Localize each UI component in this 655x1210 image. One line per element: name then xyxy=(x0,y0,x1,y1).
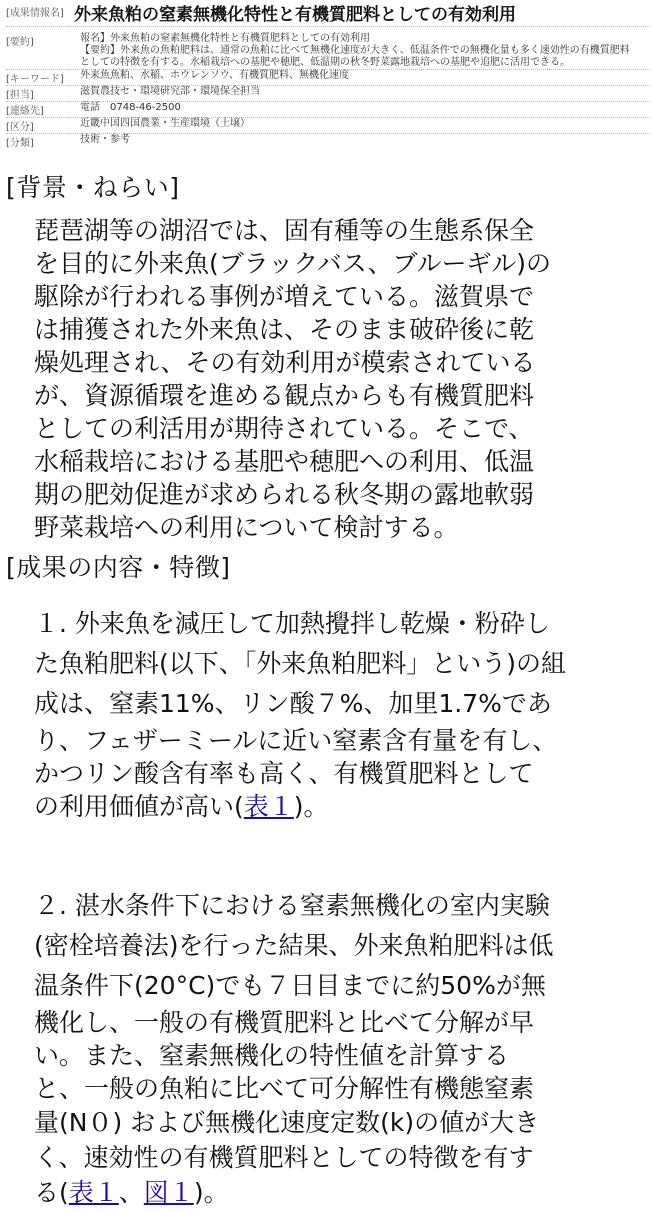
summary-line: 報名】外来魚粕の窒素無機化特性と有機質肥料としての有効利用 xyxy=(80,33,370,44)
keyword-label: [キーワード] xyxy=(6,70,68,86)
background-line: 水稲栽培における基肥や穂肥への利用、低温 xyxy=(34,447,535,476)
summary-label: [要約] xyxy=(6,37,34,48)
result-line-tail: )。 xyxy=(293,792,329,821)
result-line-with-link xyxy=(34,790,652,823)
result-line: (密栓培養法)を行った結果、外来魚粕肥料は低 xyxy=(34,931,554,960)
background-line: は捕獲された外来魚は、そのまま破砕後に乾 xyxy=(34,315,535,344)
classification-value: 技術・参考 xyxy=(68,134,650,150)
result-line-with-link xyxy=(34,1175,652,1210)
result-line-tail: )。 xyxy=(193,1178,229,1207)
classification-label: [分類] xyxy=(6,134,68,150)
report-title: 外来魚粕の窒素無機化特性と有機質肥料としての有効利用 xyxy=(74,5,516,25)
summary-line: としての特徴を有する。水稲栽培への基肥や穂肥、低温期の秋冬野菜露地栽培への基肥や追肥に活用できる。 xyxy=(80,57,570,68)
background-line: 琵琶湖等の湖沼では、固有種等の生態系保全 xyxy=(34,216,535,245)
result-line: と、一般の魚粕に比べて可分解性有機態窒素 xyxy=(34,1074,535,1103)
result-line: かつリン酸含有率も高く、有機質肥料として xyxy=(34,759,534,788)
background-body xyxy=(34,214,654,544)
result-item-1 xyxy=(34,604,652,823)
background-line: 野菜栽培への利用について検討する。 xyxy=(34,513,459,542)
background-line: が、資源循環を進める観点からも有機質肥料 xyxy=(34,381,535,410)
results-heading: [成果の内容・特徴] xyxy=(6,553,231,582)
result-line: く、速効性の有機質肥料としての特徴を有す xyxy=(34,1143,534,1172)
background-line: を目的に外来魚(ブラックバス、ブルーギル)の xyxy=(34,249,552,278)
staff-value: 滋賀農技セ・環境研究部・環境保全担当 xyxy=(68,86,650,102)
title-label: [成果情報名] xyxy=(6,8,64,19)
result-line: り、フェザーミールに近い窒素含有量を有し、 xyxy=(34,726,558,755)
result-line: １. 外来魚を減圧して加熱攪拌し乾燥・粉砕し xyxy=(34,609,550,638)
summary-value xyxy=(68,33,650,70)
result-line: 機化し、一般の有機質肥料と比べて分解が早 xyxy=(34,1008,535,1037)
result-line: た魚粕肥料(以下、「外来魚粕肥料」という)の組 xyxy=(34,649,567,678)
result-line: い。また、窒素無機化の特性値を計算する xyxy=(34,1041,510,1070)
background-line: 燥処理され、その有効利用が模索されている xyxy=(34,348,536,377)
background-heading: [背景・ねらい] xyxy=(6,173,180,202)
staff-label: [担当] xyxy=(6,86,68,102)
category-label: [区分] xyxy=(6,118,68,134)
summary-line: 【要約】外来魚の魚粕肥料は、通常の魚粕に比べて無機化速度が大きく、低温条件での無機化量も多く速効性の有機質肥料 xyxy=(80,45,630,56)
contact-value: 電話 0748-46-2500 xyxy=(68,102,650,118)
result-line: 成は、窒素11%、リン酸７%、加里1.7%であ xyxy=(34,689,552,718)
table1-link[interactable]: 表１ xyxy=(243,792,294,821)
background-line: 期の肥効促進が求められる秋冬期の露地軟弱 xyxy=(34,480,535,509)
keyword-value: 外来魚魚粕、水稲、ホウレンソウ、有機質肥料、無機化速度 xyxy=(68,70,650,86)
contact-label: [連絡先] xyxy=(6,102,68,118)
result-line: 量(N０) および無機化速度定数(k)の値が大き xyxy=(34,1108,540,1137)
result-line: 温条件下(20°C)でも７日目までに約50%が無 xyxy=(34,971,546,1000)
background-line: としての利活用が期待されている。そこで、 xyxy=(34,414,534,443)
report-header-table xyxy=(6,4,650,149)
category-value: 近畿中国四国農業・生産環境（土壌） xyxy=(68,118,650,134)
result-item-2 xyxy=(34,886,652,1210)
link-separator: 、 xyxy=(118,1178,144,1207)
table1-link[interactable]: 表１ xyxy=(68,1178,119,1207)
figure1-link[interactable]: 図１ xyxy=(143,1178,194,1207)
result-line: の利用価値が高い( xyxy=(34,792,244,821)
result-line: ２. 湛水条件下における窒素無機化の室内実験 xyxy=(34,891,550,920)
background-line: 駆除が行われる事例が増えている。滋賀県で xyxy=(34,282,535,311)
result-line: る( xyxy=(34,1178,69,1207)
